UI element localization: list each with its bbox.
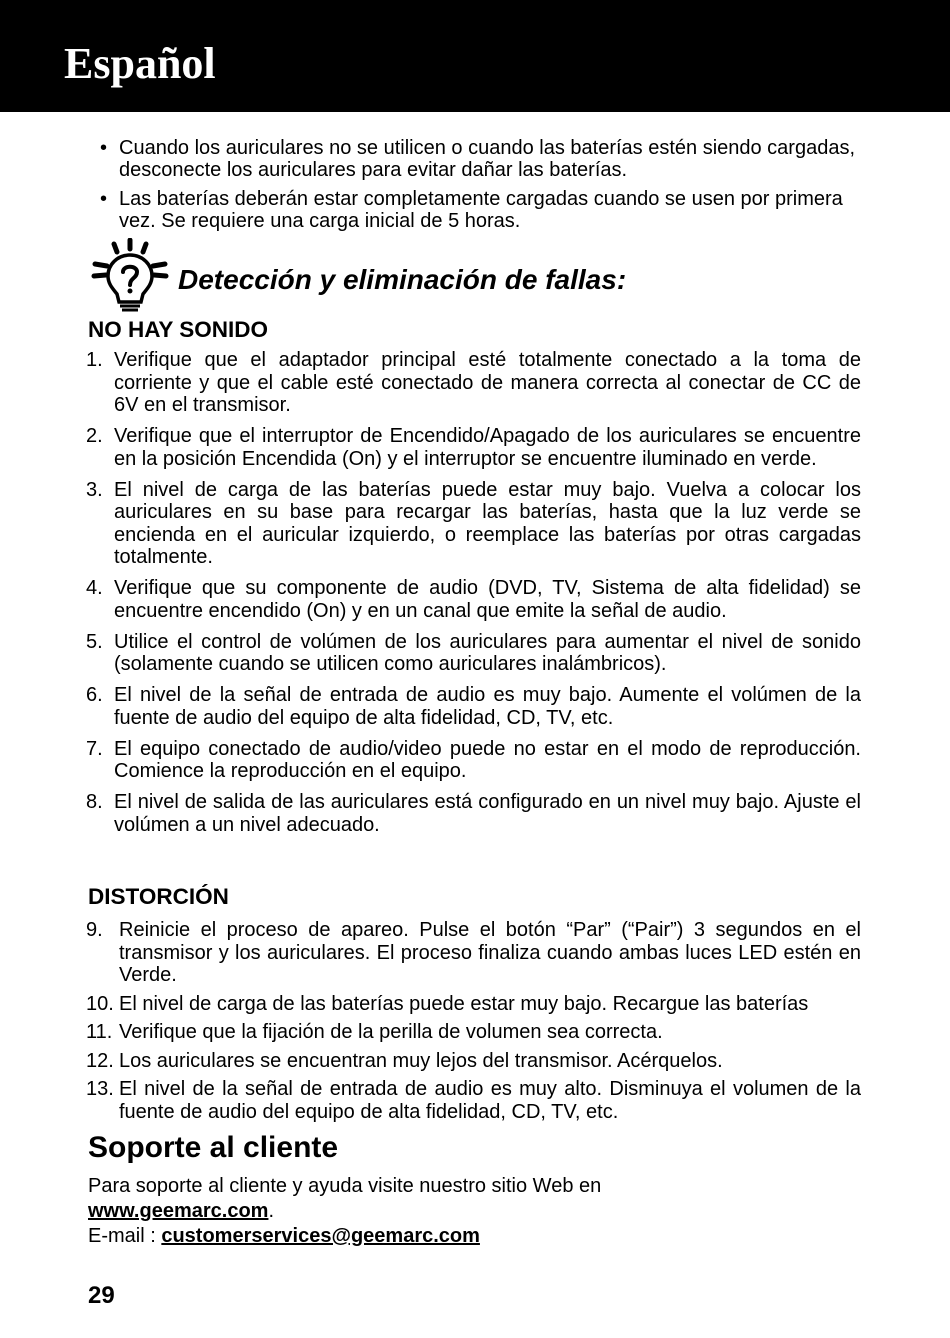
- item-text: El nivel de la señal de entrada de audio es muy bajo. Aumente el volúmen de la fuente de audio del equipo de alta fidelidad, CD, TV, etc.: [114, 684, 861, 729]
- no-sound-list: [86, 349, 861, 845]
- item-text: Reinicie el proceso de apareo. Pulse el botón “Par” (“Pair”) 3 segundos en el transmisor y los auriculares. El proceso finaliza cuando ambas luces LED estén en Verde.: [119, 919, 861, 986]
- list-item: [86, 738, 861, 783]
- list-item: [86, 349, 861, 417]
- item-text: El nivel de salida de las auriculares está configurado en un nivel muy bajo. Ajuste el volúmen a un nivel adecuado.: [114, 791, 861, 836]
- item-number: 12.: [86, 1049, 114, 1072]
- item-text: Verifique que la fijación de la perilla de volumen sea correcta.: [119, 1021, 663, 1043]
- page-title: Español: [64, 39, 216, 88]
- item-text: El equipo conectado de audio/video puede no estar en el modo de reproducción. Comience la reproducción en el equipo.: [114, 737, 861, 782]
- list-item: [86, 1078, 861, 1123]
- item-number: 1.: [86, 349, 103, 371]
- no-sound-heading: NO HAY SONIDO: [88, 317, 269, 342]
- item-number: 3.: [86, 478, 103, 501]
- email-label: E-mail :: [88, 1225, 162, 1247]
- list-item: [86, 993, 861, 1016]
- list-item: [86, 684, 861, 729]
- item-number: 6.: [86, 684, 103, 706]
- list-item: [86, 791, 861, 836]
- support-text: [88, 1174, 848, 1249]
- list-item: [86, 425, 861, 470]
- page-number: 29: [88, 1282, 115, 1309]
- website-link[interactable]: www.geemarc.com: [88, 1200, 269, 1222]
- item-number: 9.: [86, 919, 103, 941]
- item-text: Utilice el control de volúmen de los auriculares para aumentar el nivel de sonido (solamente cuando se utilicen como auriculares inalámbricos).: [114, 630, 861, 675]
- email-line: [88, 1224, 848, 1249]
- header-bar: [0, 0, 950, 112]
- item-text: Verifique que su componente de audio (DVD, TV, Sistema de alta fidelidad) se encuentre encendido (On) y en un canal que emite la señal de audio.: [114, 577, 861, 622]
- item-number: 10.: [86, 992, 114, 1015]
- support-heading: Soporte al cliente: [88, 1131, 339, 1164]
- troubleshooting-heading: Detección y eliminación de fallas:: [178, 264, 627, 295]
- list-item: [86, 1021, 861, 1044]
- item-number: 13.: [86, 1078, 114, 1100]
- distortion-heading: DISTORCIÓN: [88, 884, 229, 909]
- item-number: 8.: [86, 791, 103, 813]
- list-item: [100, 189, 860, 232]
- bullet-marker: •: [100, 188, 108, 210]
- item-number: 11.: [86, 1021, 113, 1043]
- bullet-marker: •: [100, 137, 108, 159]
- list-item: [86, 1050, 861, 1073]
- item-text: El nivel de la señal de entrada de audio es muy alto. Disminuya el volumen de la fuente de audio del equipo de alta fidelidad, CD, TV, etc.: [119, 1078, 861, 1123]
- bullet-text: Cuando los auriculares no se utilicen o cuando las baterías estén siendo cargadas, desconecte los auriculares para evitar dañar las baterías.: [119, 137, 856, 181]
- list-item: [86, 479, 861, 569]
- item-text: El nivel de carga de las baterías puede estar muy bajo. Recargue las baterías: [119, 992, 809, 1015]
- website-line: [88, 1199, 848, 1224]
- bullet-text: Las baterías deberán estar completamente cargadas cuando se usen por primera vez. Se requiere una carga inicial de 5 horas.: [119, 188, 843, 232]
- item-text: Verifique que el interruptor de Encendido/Apagado de los auriculares se encuentre en la posición Encendida (On) y el interruptor se encuentre iluminado en verde.: [114, 425, 861, 470]
- lightbulb-question-icon: [90, 238, 170, 314]
- item-text: Los auriculares se encuentran muy lejos del transmisor. Acérquelos.: [119, 1049, 723, 1072]
- item-number: 5.: [86, 630, 103, 653]
- email-link[interactable]: customerservices@geemarc.com: [161, 1225, 480, 1247]
- intro-bullet-list: [100, 138, 860, 240]
- item-number: 7.: [86, 737, 103, 760]
- item-text: El nivel de carga de las baterías puede estar muy bajo. Vuelva a colocar los auriculares en su base para recargar las baterías, hasta que la luz verde se encienda en el auricular izquierdo, o reemplace las baterías por otras cargadas totalmente.: [114, 478, 861, 568]
- list-item: [86, 631, 861, 676]
- item-number: 4.: [86, 577, 103, 599]
- website-suffix: .: [268, 1200, 275, 1222]
- list-item: [86, 577, 861, 622]
- support-intro: Para soporte al cliente y ayuda visite nuestro sitio Web en: [88, 1175, 602, 1197]
- list-item: [86, 919, 861, 987]
- list-item: [100, 138, 860, 181]
- item-number: 2.: [86, 425, 103, 447]
- distortion-list: [86, 919, 861, 1129]
- item-text: Verifique que el adaptador principal esté totalmente conectado a la toma de corriente y que el cable esté conectado de manera correcta al conectar de CC de 6V en el transmisor.: [114, 349, 861, 416]
